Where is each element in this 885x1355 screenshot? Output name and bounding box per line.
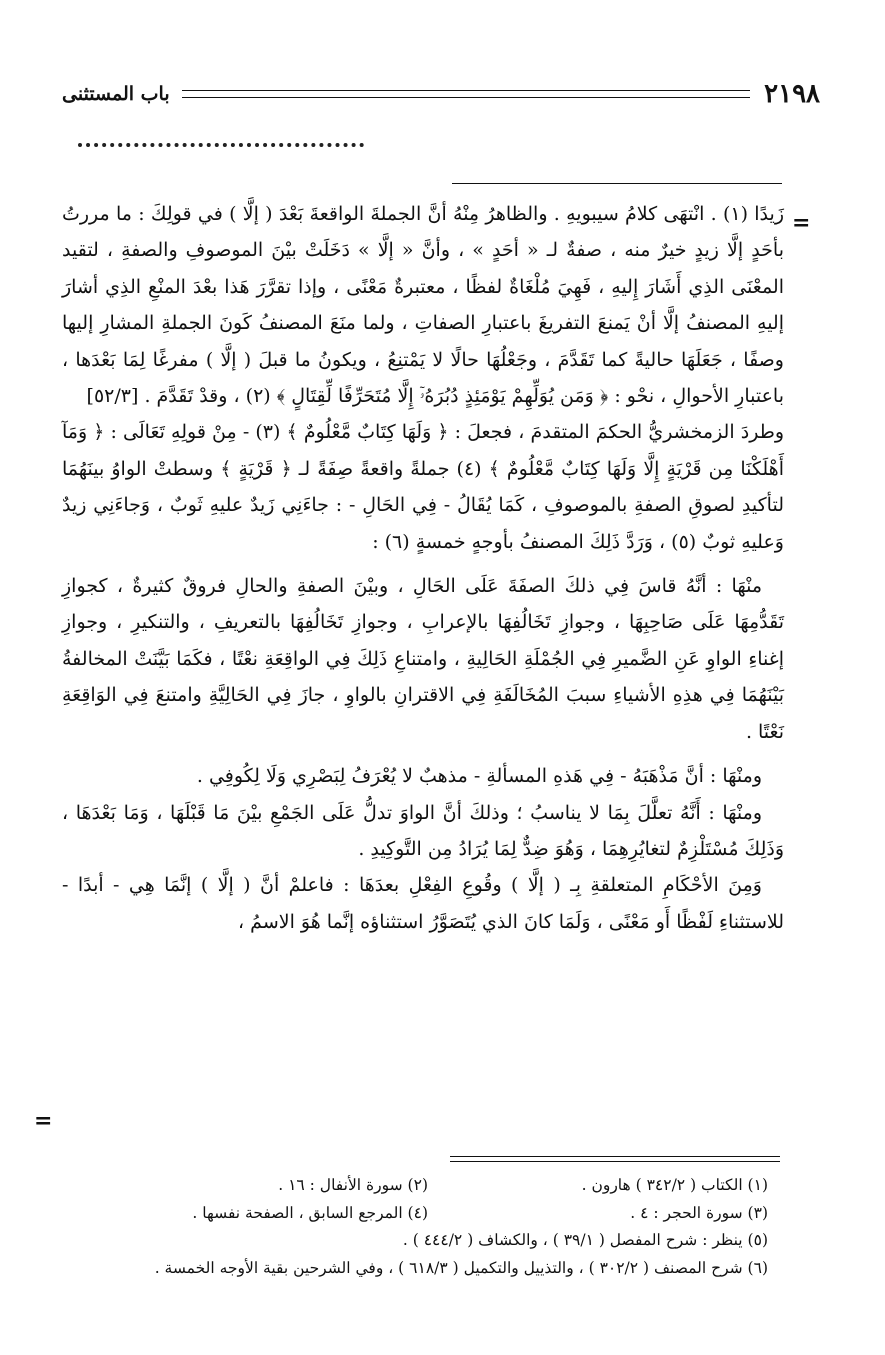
page-reference: [٥٢/٣] (86, 385, 139, 408)
paragraph-4: ومنْهَا : أنَّ مَذْهَبَهُ - فِي هَذهِ المسألةِ - مذهبٌ لا يُعْرَفُ لِبَصْرِي وَلَا لِكُوفِي . (196, 765, 762, 788)
top-rule (452, 183, 782, 184)
continuation-mark-start: = (792, 210, 811, 236)
chapter-title: باب المستثنى (62, 83, 170, 105)
footnote-1: (١) الكتاب ( ٣٤٢/٢ ) هارون . (581, 1176, 768, 1194)
footnote-rule (450, 1156, 780, 1162)
paragraph-2: وطردَ الزمخشريُّ الحكمَ المتقدمَ ، فجعلَ : ﴿ وَلَهَا كِتَابٌ مَّعْلُومٌ ﴾ (٣) - مِنْ قولِهِ تَعَالَى : ﴿ وَمَآ أَهْلَكْنَا مِن قَرْيَةٍ إِلَّا وَلَهَا كِتَابٌ مَّعْلُومٌ ﴾ (٤) جملةً واقعةً صِفَةً لـ ﴿ قَرْيَةٍ ﴾ وسطتْ الواوُ بينَهُمَا لتأكيدِ لصوقِ الصفةِ بالموصوفِ ، كَمَا يُقَالُ - فِي الحَالِ - : جاءَنِي زَيدٌ عليهِ ثَوبٌ ، وَجاءَنِي زيدٌ وَعليهِ ثوبٌ (٥) ، وَرَدَّ ذَلِكَ المصنفُ بأوجهٍ خمسةٍ (٦) : (62, 421, 784, 553)
footnote-row (56, 1172, 768, 1200)
page-number: ٢١٩٨ (764, 79, 820, 109)
footnote-4: (٤) المرجع السابق ، الصفحة نفسها . (192, 1203, 428, 1222)
footnote-row (56, 1200, 768, 1228)
continuation-mark-end: = (34, 1108, 53, 1134)
paragraph-6: وَمِنَ الأحْكَامِ المتعلقةِ بِـ ( إلَّا ) وقُوعِ الفِعْلِ بعدَهَا : فاعلمْ أنَّ ( إلَّا ) إنَّمَا هِي - أبدًا - للاستثناءِ لَفْظًا أَو مَعْنًى ، وَلَمَا كانَ الذي يُتَصَوَّرُ استثناؤه إنَّما هُوَ الاسمُ ، (62, 874, 784, 933)
paragraph-1-text: زَيدًا (١) . انْتهَى كلامُ سيبويهِ . والظاهرُ مِنْهُ أنَّ الجملةَ الواقعةَ بَعْدَ ( إلَّا ) في قولِكَ : ما مررتُ بأحَدٍ إلَّا زيدٍ خيرٌ منه ، صفةٌ لـ « أحَدٍ » ، وأنَّ « إلَّا » دَخَلَتْ بيْنَ الموصوفِ والصفةِ ، لتقيد المعْنَى الذِي أَشَارَ إِليهِ ، فَهِيَ مُلْغَاةٌ لفظًا ، معتبرةٌ مَعْنًى ، وإذا تقرَّرَ هَذا بعْدَ المنْعِ الذِي أشارَ إليهِ المصنفُ إلَّا أنْ يَمنعَ التفريغَ باعتبارِ الصفاتِ ، ولما منَعَ المصنفُ كَونَ الجملةِ المشارِ إليها وصفًا ، جَعَلَهَا حاليةً كما تَقَدَّمَ ، وجَعْلُهَا حالًا لا يَمْتنِعُ ، ويكونُ ما قبلَ ( إلَّا ) مفرغًا لِمَا بَعْدَها ، باعتبارِ الأحوالِ ، نحْو : ﴿ وَمَن يُوَلِّهِمْ يَوْمَئِذٍ دُبُرَهُۥٓ إِلَّا مُتَحَرِّفًا لِّقِتَالٍ ﴾ (٢) ، وقدْ تَقَدَّمَ . (62, 203, 784, 408)
paragraph-3: منْهَا : أنَّهُ قاسَ فِي ذلكَ الصفَةَ عَلَى الحَالِ ، وبيْنَ الصفةِ والحالِ فروقٌ كثيرةٌ ، كجوازِ تَقَدُّمِهَا عَلَى صَاحِبِهَا ، وجوازِ تَخَالُفِهَا بالإعرابِ ، وجوازِ تَخَالُفِهَا بالتعريفِ ، والتنكيرِ ، وجوازِ إغناءِ الواوِ عَنِ الضَّميرِ فِي الجُمْلَةِ الحَالِيةِ ، وامتناعِ ذَلِكَ فِي الواقِعَةِ نعْتًا ، فكَمَا بَيَّنَتْ المخالفةُ بَيْنَهُمَا فِي هذِهِ الأشياءِ سببَ المُخَالَفَةِ فِي الاقترانِ بالواوِ ، جازَ فِي الحَالِيَّةِ وامتنعَ فِي الوَاقِعَةِ نَعْتًا . (62, 575, 784, 743)
header-double-rule (182, 90, 751, 98)
dotted-separator (78, 143, 364, 147)
footnote-2: (٢) سورة الأنفال : ١٦ . (278, 1176, 428, 1194)
footnote-5: (٥) ينظر : شرح المفصل ( ٣٩/١ ) ، والكشاف ( ٤٤٤/٢ ) . (402, 1231, 768, 1249)
footnote-3: (٣) سورة الحجر : ٤ . (630, 1203, 768, 1222)
page-header (62, 74, 820, 114)
paragraph-5: ومنْهَا : أَنَّهُ تعلَّلَ بِمَا لا يناسبُ ؛ وذلكَ أنَّ الواوَ تدلُّ عَلَى الجَمْعِ بيْنَ مَا قَبْلَهَا ، وَمَا بَعْدَهَا ، وَذَلِكَ مُسْتَلْزِمٌ لتغايُرِهِمَا ، وَهُوَ ضِدٌّ لِمَا يُرَادُ مِن التَّوكِيدِ . (62, 801, 784, 860)
footnote-6: (٦) شرح المصنف ( ٣٠٢/٢ ) ، والتذييل والتكميل ( ٦١٨/٣ ) ، وفي الشرحين بقية الأوجه الخمسة . (154, 1258, 768, 1277)
paragraph-1 (62, 196, 784, 414)
main-text (62, 196, 784, 940)
footnotes (56, 1172, 768, 1282)
